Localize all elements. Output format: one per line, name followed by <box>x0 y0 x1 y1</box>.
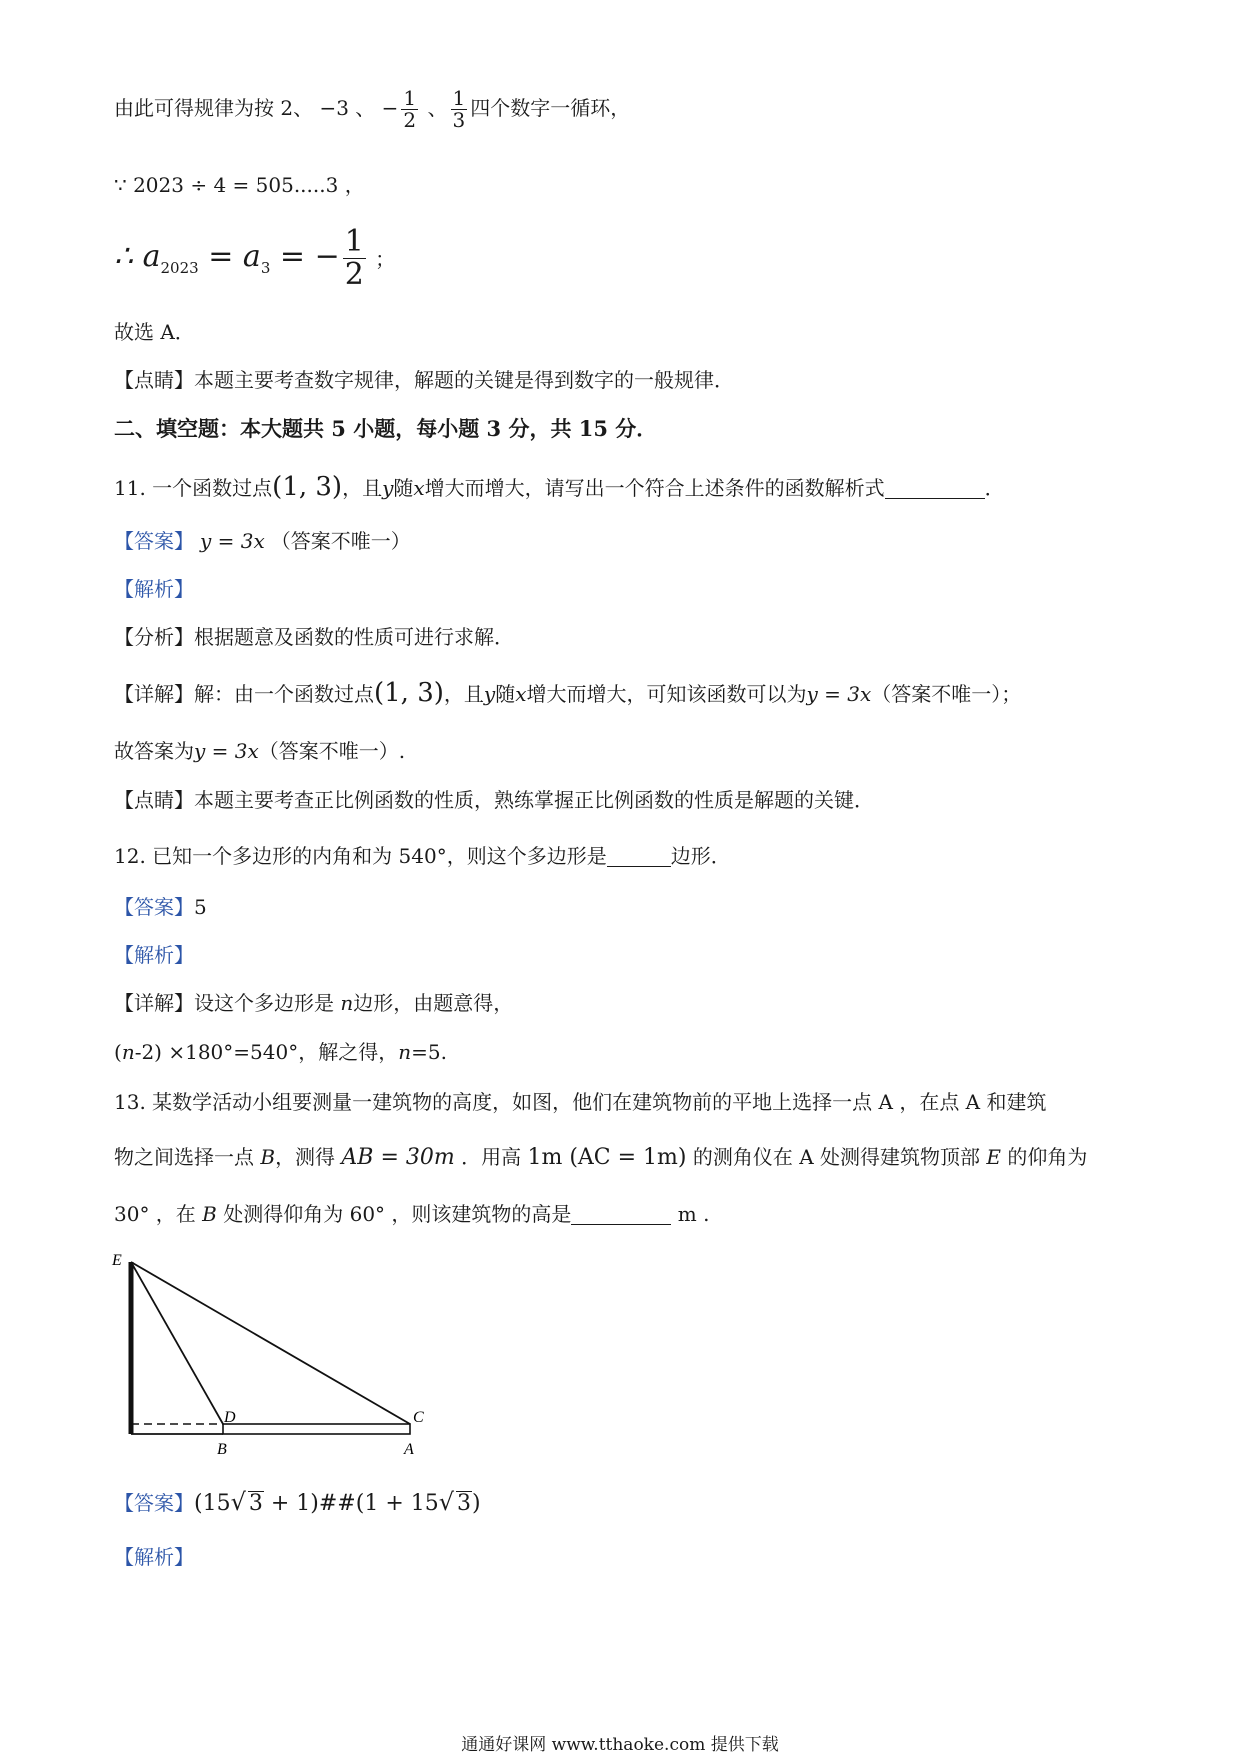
answer-12 <box>114 897 207 917</box>
line-solve-12 <box>114 1042 447 1062</box>
var: x <box>413 476 425 500</box>
numerator: 1 <box>344 224 364 259</box>
subscript: 2023 <box>160 259 199 277</box>
var: n <box>340 991 354 1015</box>
radicand: 3 <box>457 1491 472 1516</box>
instrument-base <box>223 1424 410 1434</box>
text: 根据题意及函数的性质可进行求解． <box>194 625 514 649</box>
text: 的测角仪在 A 处测得建筑物顶部 <box>686 1145 987 1169</box>
equation: AB = 30m <box>341 1145 455 1170</box>
building-figure <box>110 1248 440 1458</box>
sightline-ed <box>131 1262 223 1424</box>
answer-tag: 【答案】 <box>114 1491 194 1515</box>
text: 的仰角为 <box>1001 1145 1088 1169</box>
text: （答案不唯一）. <box>258 739 406 763</box>
equation: 1m (AC = 1m) <box>527 1145 687 1170</box>
question-11 <box>114 474 1005 500</box>
line-comment-11 <box>114 790 874 810</box>
text: ，且 <box>443 682 484 706</box>
answer-11 <box>114 531 411 551</box>
text: ，测得 <box>275 1145 342 1169</box>
label-a: A <box>404 1441 414 1458</box>
text: 随 <box>495 682 516 706</box>
text: + 1)##(1 + 15 <box>263 1491 439 1516</box>
analysis-tag: 【解析】 <box>114 943 194 967</box>
text: 四个数字一循环， <box>470 96 631 120</box>
text: 解：由一个函数过点 <box>194 682 374 706</box>
line-pattern <box>114 88 630 131</box>
question-13-line3 <box>114 1204 709 1225</box>
fraction <box>401 88 418 131</box>
point: (1, 3) <box>374 678 444 708</box>
label-b: B <box>217 1441 227 1458</box>
line-xiangjie-11 <box>114 680 1021 706</box>
fenxi-tag: 【分析】 <box>114 625 194 649</box>
answer-tag: 【答案】 <box>114 529 194 553</box>
var: n <box>398 1040 412 1064</box>
line-comment <box>114 370 734 390</box>
denominator: 2 <box>344 256 364 292</box>
text: 边形，由题意得， <box>353 991 514 1015</box>
text: -2) ×180°=540°，解之得， <box>134 1040 399 1064</box>
text: m . <box>671 1202 710 1226</box>
label-e: E <box>112 1252 122 1269</box>
comment-tag: 【点睛】 <box>114 788 194 812</box>
denominator: 2 <box>403 108 417 132</box>
line-division: ∵ 2023 ÷ 4 = 505.....3 ， <box>114 173 365 197</box>
text: =5. <box>411 1040 447 1064</box>
var: E <box>986 1145 1001 1169</box>
var: y <box>382 476 394 500</box>
text: 处测得仰角为 60° ，则该建筑物的高是 <box>216 1202 572 1226</box>
question-13-line1: 13. 某数学活动小组要测量一建筑物的高度，如图，他们在建筑物前的平地上选择一点 A ，在点 A 和建筑 <box>114 1090 1047 1114</box>
text: 本题主要考查数字规律，解题的关键是得到数字的一般规律． <box>194 368 734 392</box>
line-choice: 故选 A． <box>114 320 195 344</box>
equation: y = 3x <box>806 682 872 706</box>
text: 随 <box>393 476 414 500</box>
xiangjie-tag: 【详解】 <box>114 682 194 706</box>
text: （答案不唯一）； <box>871 682 1022 706</box>
text: ，且 <box>342 476 383 500</box>
equation: y = 3x <box>200 529 265 553</box>
fraction <box>451 88 468 131</box>
answer-blank <box>885 478 985 499</box>
text: ∴ a <box>114 239 161 274</box>
var: x <box>515 682 527 706</box>
text: 由此可得规律为按 2、 −3 、 − <box>114 96 399 120</box>
text: = − <box>270 239 340 274</box>
denominator: 3 <box>452 108 466 132</box>
line-fenxi <box>114 627 514 647</box>
radicand: 3 <box>248 1491 263 1516</box>
answer-tag: 【答案】 <box>114 895 194 919</box>
text: 增大而增大，请写出一个符合上述条件的函数解析式 <box>424 476 885 500</box>
answer-value: 5 <box>194 895 207 919</box>
text: 30° ，在 <box>114 1202 203 1226</box>
answer-blank <box>571 1204 671 1225</box>
text: ．用高 <box>454 1145 528 1169</box>
text: 11. 一个函数过点 <box>114 476 273 500</box>
text: 物之间选择一点 <box>114 1145 261 1169</box>
text: ( <box>114 1040 122 1064</box>
line-answer-is <box>114 741 405 761</box>
numerator: 1 <box>403 86 417 110</box>
text: 故答案为 <box>114 739 194 763</box>
question-13-line2 <box>114 1147 1087 1169</box>
analysis-tag: 【解析】 <box>114 577 194 601</box>
text: 12. 已知一个多边形的内角和为 540°，则这个多边形是 <box>114 844 607 868</box>
line-xiangjie-12 <box>114 993 513 1013</box>
text: 本题主要考查正比例函数的性质，熟练掌握正比例函数的性质是解题的关键． <box>194 788 874 812</box>
analysis-tag: 【解析】 <box>114 1545 194 1569</box>
text: 边形． <box>670 844 731 868</box>
answer-blank <box>607 846 671 867</box>
equation: y = 3x <box>194 739 259 763</box>
section-heading: 二、填空题：本大题共 5 小题，每小题 3 分，共 15 分． <box>114 416 658 441</box>
text: 增大而增大，可知该函数可以为 <box>526 682 807 706</box>
text: (15 <box>194 1491 231 1516</box>
text: ； <box>368 247 396 271</box>
xiangjie-tag: 【详解】 <box>114 991 194 1015</box>
subscript: 3 <box>260 259 271 277</box>
point: (1, 3) <box>272 472 343 502</box>
text: ． <box>984 476 1005 500</box>
numerator: 1 <box>452 86 466 110</box>
sightline-ec <box>131 1262 410 1424</box>
page-footer: 通通好课网 www.tthaoke.com 提供下载 <box>461 1735 779 1755</box>
text: = a <box>198 239 261 274</box>
line-conclusion <box>114 226 395 290</box>
fraction <box>343 226 366 290</box>
text: 设这个多边形是 <box>194 991 341 1015</box>
var: n <box>121 1040 135 1064</box>
answer-13: 【答案】(15√ 3 + 1)##(1 + 15√ 3) <box>114 1488 481 1516</box>
label-d: D <box>224 1409 236 1426</box>
text: （答案不唯一） <box>270 529 411 553</box>
text: ) <box>472 1491 481 1516</box>
var: y <box>483 682 496 706</box>
comment-tag: 【点睛】 <box>114 368 194 392</box>
var: B <box>260 1145 276 1169</box>
label-c: C <box>413 1409 424 1426</box>
var: B <box>202 1202 217 1226</box>
text: 、 <box>421 96 448 120</box>
question-12 <box>114 846 731 867</box>
